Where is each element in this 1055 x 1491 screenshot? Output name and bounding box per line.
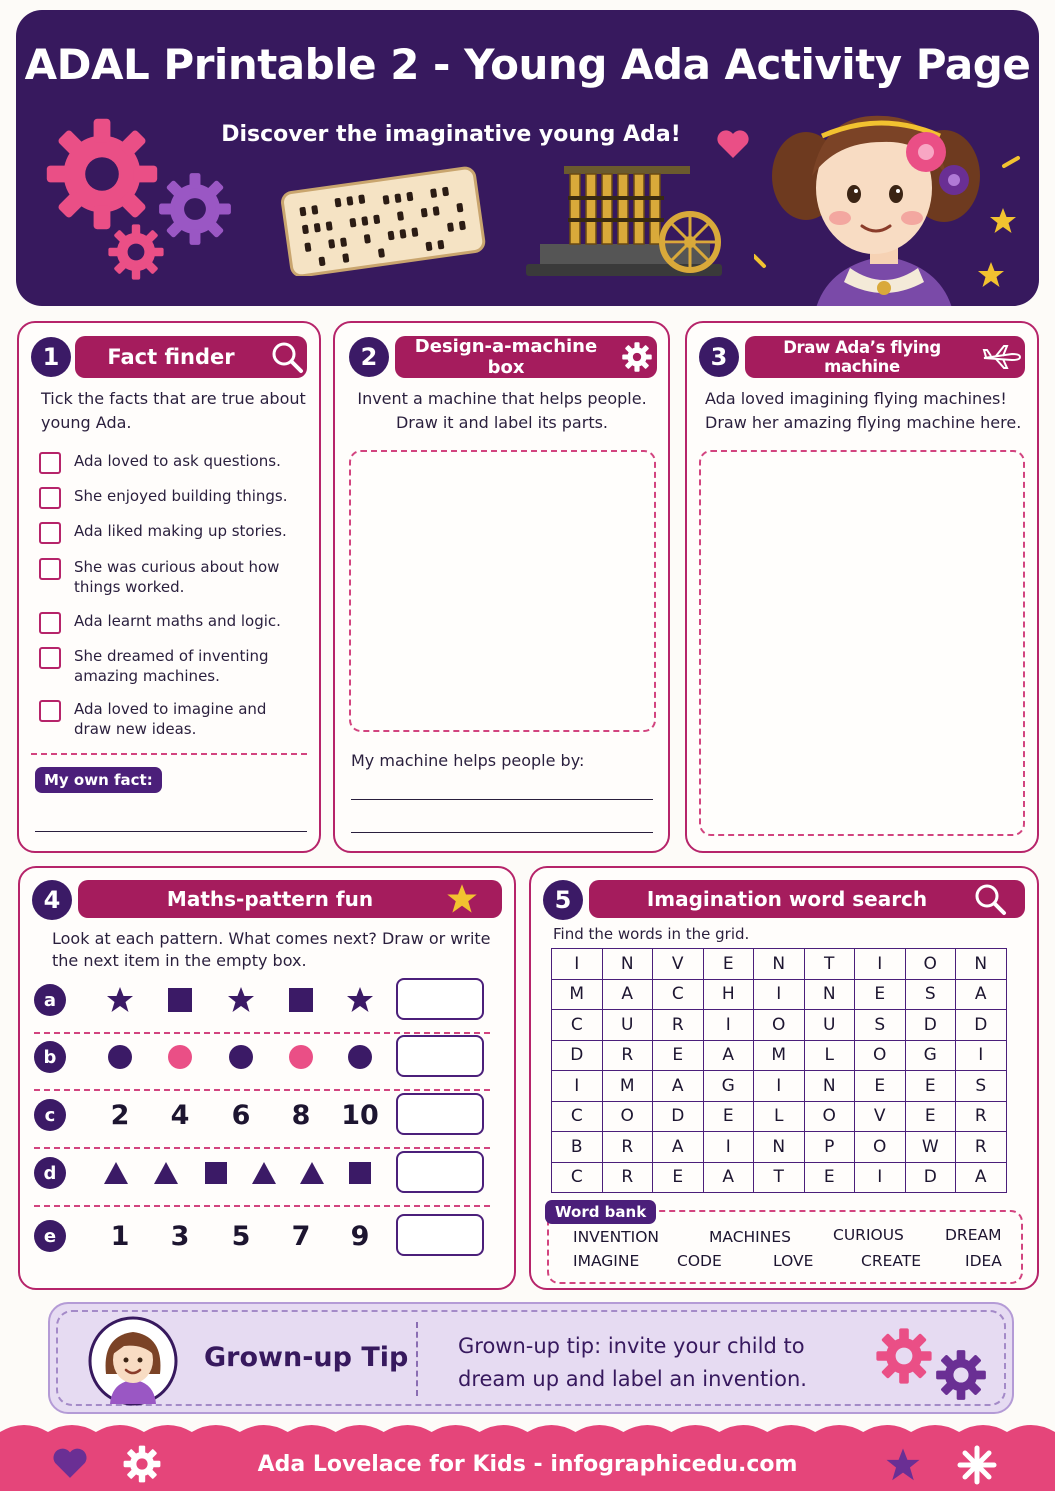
small-pink-gear-icon	[106, 222, 166, 282]
grid-cell[interactable]: A	[703, 1040, 754, 1071]
grid-cell[interactable]: W	[905, 1132, 956, 1163]
grid-cell[interactable]: E	[905, 1101, 956, 1132]
grid-cell[interactable]: S	[956, 1071, 1007, 1102]
page-subtitle: Discover the imaginative young Ada!	[221, 122, 681, 147]
grid-cell[interactable]: C	[552, 1010, 603, 1041]
write-line[interactable]	[351, 832, 653, 833]
divider	[31, 753, 307, 755]
grid-cell[interactable]: M	[754, 1040, 805, 1071]
page-title: ADAL Printable 2 - Young Ada Activity Page	[24, 40, 1031, 89]
grid-cell[interactable]: D	[905, 1162, 956, 1193]
grid-cell[interactable]: T	[754, 1162, 805, 1193]
checkbox[interactable]	[39, 558, 61, 580]
punched-card-icon	[278, 166, 488, 276]
gear-icon	[617, 337, 657, 377]
magnifier-icon	[955, 879, 1025, 919]
difference-engine-icon	[520, 156, 730, 288]
grid-cell[interactable]: B	[552, 1132, 603, 1163]
panel-title-bar	[395, 336, 657, 378]
word-bank-word: IDEA	[965, 1252, 1002, 1270]
fact-item[interactable]	[39, 451, 309, 474]
pattern-row	[34, 972, 490, 1028]
grid-cell[interactable]: L	[754, 1101, 805, 1132]
grid-cell[interactable]: S	[855, 1010, 906, 1041]
grid-cell[interactable]: R	[956, 1132, 1007, 1163]
triangle-shape	[144, 1151, 188, 1195]
footer-text: Ada Lovelace for Kids - infographicedu.com	[257, 1452, 798, 1477]
grid-cell[interactable]: P	[804, 1132, 855, 1163]
fact-label: Ada liked making up stories.	[74, 522, 287, 540]
word-bank-word: CURIOUS	[833, 1226, 904, 1244]
checkbox[interactable]	[39, 487, 61, 509]
pink-gear-icon	[42, 114, 162, 234]
square-shape	[279, 978, 323, 1022]
panel-flying-machine	[685, 321, 1039, 853]
number-item: 2	[110, 1099, 130, 1131]
grid-cell[interactable]: A	[703, 1162, 754, 1193]
footer-bar	[0, 1432, 1055, 1491]
square-shape	[158, 978, 202, 1022]
grid-cell[interactable]: I	[855, 1162, 906, 1193]
grid-cell[interactable]: E	[905, 1071, 956, 1102]
pink-gear-icon	[874, 1326, 934, 1386]
grid-cell[interactable]: T	[804, 949, 855, 980]
grid-cell[interactable]: H	[703, 979, 754, 1010]
row-letter: c	[34, 1099, 66, 1131]
magnifier-icon	[267, 337, 307, 377]
number-item: 4	[170, 1099, 190, 1131]
answer-box[interactable]	[396, 1214, 484, 1256]
star-icon	[422, 879, 502, 919]
tip-text: Grown-up tip: invite your child to dream up and label an invention.	[458, 1334, 807, 1391]
grid-cell[interactable]: I	[552, 949, 603, 980]
panel-number: 2	[349, 337, 389, 377]
grid-cell[interactable]: I	[956, 1040, 1007, 1071]
pink-circle-shape	[279, 1035, 323, 1079]
fact-item[interactable]	[39, 486, 309, 509]
panel-instruction: Find the words in the grid.	[553, 925, 750, 943]
fact-label: Ada loved to ask questions.	[74, 452, 281, 470]
machine-prompt: My machine helps people by:	[351, 751, 585, 770]
own-fact-tag: My own fact:	[35, 767, 162, 793]
panel-instruction: Look at each pattern. What comes next? Draw or write the next item in the empty box.	[52, 929, 491, 970]
star-shape	[219, 978, 263, 1022]
number-item: 3	[170, 1220, 190, 1252]
row-letter: b	[34, 1041, 66, 1073]
pattern-row	[34, 1208, 490, 1264]
tip-divider	[416, 1322, 418, 1396]
fact-label: She was curious about how things worked.	[74, 558, 280, 596]
checkbox[interactable]	[39, 612, 61, 634]
grid-cell[interactable]: A	[602, 979, 653, 1010]
number-item: 6	[231, 1099, 251, 1131]
fact-item[interactable]	[39, 699, 309, 739]
star-shape	[338, 978, 382, 1022]
sparkle-icon	[956, 1444, 998, 1486]
panel-maths-pattern	[18, 866, 516, 1290]
pattern-row	[34, 1087, 490, 1143]
grid-cell[interactable]: M	[552, 979, 603, 1010]
grown-up-avatar	[88, 1316, 178, 1406]
grid-cell[interactable]: O	[602, 1101, 653, 1132]
square-shape	[194, 1151, 238, 1195]
row-letter: e	[34, 1220, 66, 1252]
word-bank-word: MACHINES	[709, 1228, 791, 1246]
young-ada-portrait	[754, 106, 1039, 306]
grid-cell[interactable]: I	[855, 949, 906, 980]
word-bank-word: LOVE	[773, 1252, 814, 1270]
pattern-row	[34, 1029, 490, 1085]
grid-cell[interactable]: U	[804, 1010, 855, 1041]
grid-cell[interactable]: N	[804, 1071, 855, 1102]
grid-cell[interactable]: C	[552, 1101, 603, 1132]
grid-cell[interactable]: U	[602, 1010, 653, 1041]
purple-circle-shape	[219, 1035, 263, 1079]
grid-cell[interactable]: G	[703, 1071, 754, 1102]
grid-row	[552, 1101, 1007, 1132]
panel-title: Imagination word search	[646, 887, 928, 911]
grid-cell[interactable]: A	[653, 1071, 704, 1102]
grid-row	[552, 1071, 1007, 1102]
grid-cell[interactable]: G	[905, 1040, 956, 1071]
machine-drawing-area[interactable]	[349, 450, 656, 732]
grid-cell[interactable]: D	[552, 1040, 603, 1071]
grid-cell[interactable]: D	[905, 1010, 956, 1041]
header-banner	[16, 10, 1039, 306]
word-bank-word: DREAM	[945, 1226, 1002, 1244]
grid-cell[interactable]: A	[956, 1162, 1007, 1193]
fact-item[interactable]	[39, 557, 309, 597]
panel-number: 1	[31, 337, 71, 377]
grid-row	[552, 1132, 1007, 1163]
row-letter: a	[34, 984, 66, 1016]
pink-circle-shape	[158, 1035, 202, 1079]
panel-title-bar	[589, 880, 1025, 918]
grid-cell[interactable]: L	[804, 1040, 855, 1071]
grid-cell[interactable]: E	[653, 1162, 704, 1193]
grid-cell[interactable]: M	[602, 1071, 653, 1102]
checkbox[interactable]	[39, 452, 61, 474]
fact-label: Ada learnt maths and logic.	[74, 612, 281, 630]
star-shape	[98, 978, 142, 1022]
footer-scallop-edge	[0, 1420, 1055, 1440]
own-fact-write-line[interactable]	[35, 831, 307, 832]
grid-cell[interactable]: D	[653, 1101, 704, 1132]
grid-row	[552, 949, 1007, 980]
panel-title: Fact finder	[107, 345, 235, 369]
grid-cell[interactable]: D	[956, 1010, 1007, 1041]
triangle-shape	[94, 1151, 138, 1195]
fact-item[interactable]	[39, 646, 309, 686]
checkbox[interactable]	[39, 522, 61, 544]
word-bank-word: IMAGINE	[573, 1252, 640, 1270]
word-bank-tag: Word bank	[545, 1200, 656, 1224]
checkbox[interactable]	[39, 700, 61, 722]
divider	[34, 1205, 490, 1207]
panel-title-bar	[78, 880, 502, 918]
write-line[interactable]	[351, 799, 653, 800]
grid-cell[interactable]: I	[754, 979, 805, 1010]
grid-cell[interactable]: E	[804, 1162, 855, 1193]
grown-up-tip-box	[48, 1302, 1014, 1414]
grid-cell[interactable]: R	[956, 1101, 1007, 1132]
fact-item[interactable]	[39, 611, 309, 634]
grid-cell[interactable]: N	[602, 949, 653, 980]
grid-cell[interactable]: E	[855, 979, 906, 1010]
answer-box[interactable]	[396, 1093, 484, 1135]
panel-instruction: Invent a machine that helps people. Draw it and label its parts.	[357, 389, 647, 432]
grid-cell[interactable]: R	[602, 1040, 653, 1071]
panel-title: Design-a-machine box	[414, 336, 598, 378]
airplane-icon	[979, 337, 1025, 377]
flying-machine-drawing-area[interactable]	[699, 450, 1025, 836]
panel-instruction: Ada loved imagining flying machines! Draw her amazing flying machine here.	[705, 389, 1022, 432]
grid-cell[interactable]: N	[804, 979, 855, 1010]
fact-label: Ada loved to imagine and draw new ideas.	[74, 700, 267, 738]
answer-box[interactable]	[396, 1035, 484, 1077]
grid-cell[interactable]: E	[855, 1071, 906, 1102]
grid-row	[552, 1162, 1007, 1193]
grid-cell[interactable]: A	[956, 979, 1007, 1010]
grid-row	[552, 979, 1007, 1010]
answer-box[interactable]	[396, 1151, 484, 1193]
pattern-row	[34, 1145, 490, 1201]
panel-instruction: Tick the facts that are true about young Ada.	[41, 389, 306, 432]
number-item: 5	[231, 1220, 251, 1252]
grid-cell[interactable]: O	[855, 1132, 906, 1163]
grid-cell[interactable]: O	[855, 1040, 906, 1071]
triangle-shape	[242, 1151, 286, 1195]
number-item: 10	[341, 1099, 379, 1131]
panel-number: 4	[32, 880, 72, 920]
grid-cell[interactable]: V	[855, 1101, 906, 1132]
grid-cell[interactable]: S	[905, 979, 956, 1010]
purple-circle-shape	[338, 1035, 382, 1079]
grid-cell[interactable]: I	[754, 1071, 805, 1102]
grid-cell[interactable]: I	[703, 1010, 754, 1041]
heart-icon	[716, 128, 750, 160]
grid-cell[interactable]: C	[552, 1162, 603, 1193]
panel-fact-finder	[17, 321, 321, 853]
word-bank-word: INVENTION	[573, 1228, 659, 1246]
word-search-grid	[551, 948, 1007, 1193]
fact-label: She dreamed of inventing amazing machines.	[74, 647, 269, 685]
grid-cell[interactable]: O	[905, 949, 956, 980]
panel-title: Draw Ada’s flying machine	[783, 338, 941, 376]
grid-cell[interactable]: N	[754, 1132, 805, 1163]
grid-cell[interactable]: E	[703, 949, 754, 980]
grid-cell[interactable]: N	[956, 949, 1007, 980]
fact-item[interactable]	[39, 521, 309, 544]
panel-title: Maths-pattern fun	[166, 887, 374, 911]
number-item: 9	[350, 1220, 370, 1252]
grid-cell[interactable]: R	[602, 1132, 653, 1163]
panel-word-search	[529, 866, 1039, 1290]
word-bank-word: CODE	[677, 1252, 722, 1270]
triangle-shape	[290, 1151, 334, 1195]
checkbox[interactable]	[39, 647, 61, 669]
grid-cell[interactable]: A	[653, 1132, 704, 1163]
grid-row	[552, 1040, 1007, 1071]
number-item: 8	[291, 1099, 311, 1131]
row-letter: d	[34, 1157, 66, 1189]
square-shape	[338, 1151, 382, 1195]
grid-cell[interactable]: O	[804, 1101, 855, 1132]
grid-row	[552, 1010, 1007, 1041]
panel-title-bar	[745, 336, 1025, 378]
panel-number: 5	[543, 880, 583, 920]
panel-number: 3	[699, 337, 739, 377]
number-item: 7	[291, 1220, 311, 1252]
panel-design-machine	[333, 321, 670, 853]
grid-cell[interactable]: R	[653, 1010, 704, 1041]
star-icon	[884, 1446, 922, 1484]
grid-cell[interactable]: I	[703, 1132, 754, 1163]
purple-circle-shape	[98, 1035, 142, 1079]
answer-box[interactable]	[396, 978, 484, 1020]
tip-title: Grown-up Tip	[204, 1342, 409, 1373]
purple-gear-icon	[156, 170, 234, 248]
grid-cell[interactable]: V	[653, 949, 704, 980]
grid-cell[interactable]: R	[602, 1162, 653, 1193]
purple-gear-icon	[934, 1348, 988, 1402]
grid-cell[interactable]: I	[552, 1071, 603, 1102]
fact-label: She enjoyed building things.	[74, 487, 288, 505]
number-item: 1	[110, 1220, 130, 1252]
panel-title-bar	[75, 336, 307, 378]
grid-cell[interactable]: E	[703, 1101, 754, 1132]
word-bank-word: CREATE	[861, 1252, 922, 1270]
grid-cell[interactable]: N	[754, 949, 805, 980]
grid-cell[interactable]: E	[653, 1040, 704, 1071]
grid-cell[interactable]: O	[754, 1010, 805, 1041]
grid-cell[interactable]: C	[653, 979, 704, 1010]
